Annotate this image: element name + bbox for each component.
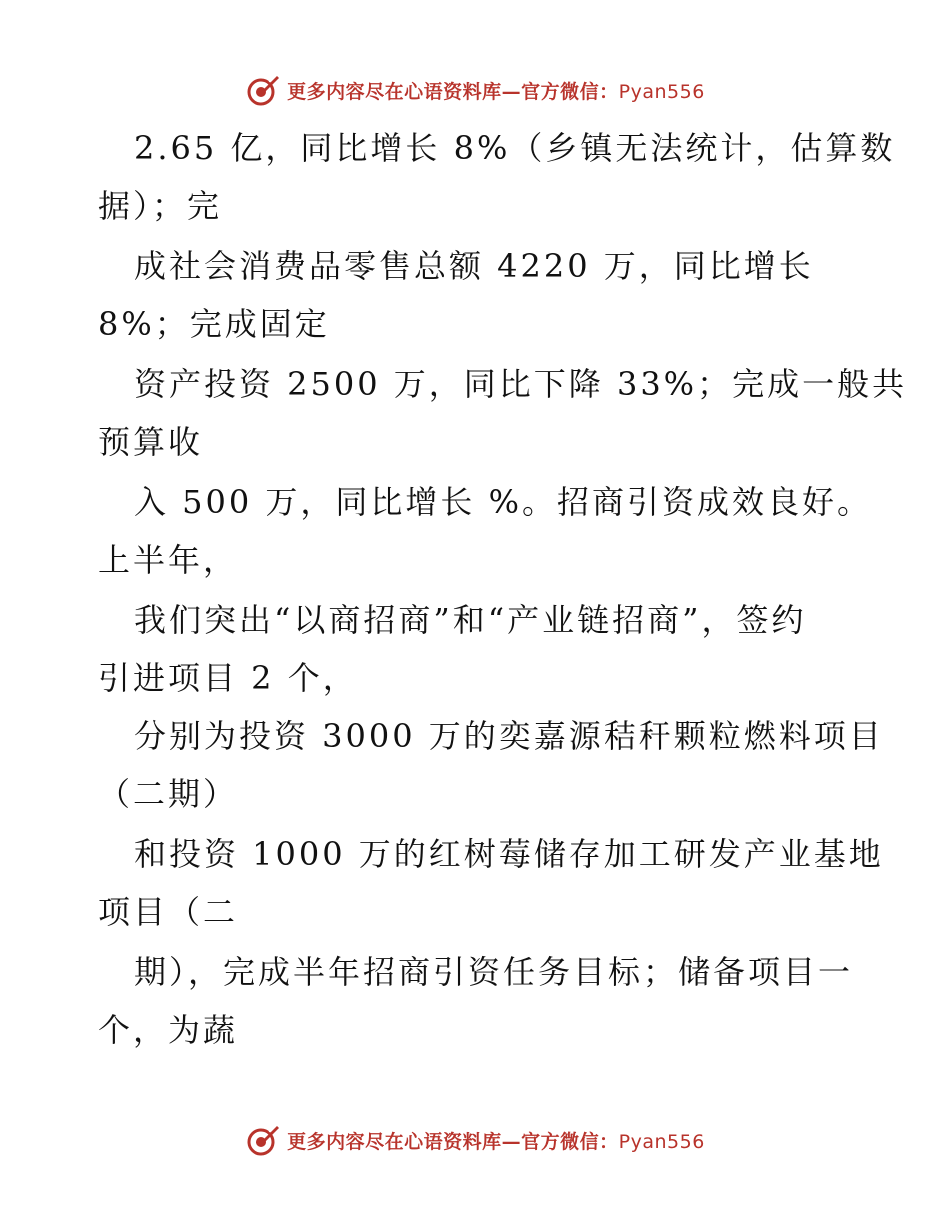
body-line: 和投资 1000 万的红树莓储存加工研发产业基地 <box>134 835 884 873</box>
body-line: 分别为投资 3000 万的奕嘉源秸秆颗粒燃料项目 <box>134 717 884 755</box>
body-line: 资产投资 2500 万，同比下降 33%；完成一般共 <box>134 365 908 403</box>
body-line: 项目（二 <box>98 893 239 931</box>
body-line: 我们突出“以商招商”和“产业链招商”，签约 <box>134 601 807 639</box>
body-line: 预算收 <box>98 423 204 461</box>
body-line: 据）；完 <box>98 187 223 225</box>
body-line: 8%；完成固定 <box>98 305 330 343</box>
quill-logo-icon <box>245 1122 281 1158</box>
body-line: 引进项目 2 个， <box>98 659 358 697</box>
body-line: 上半年， <box>98 541 239 579</box>
body-line: 成社会消费品零售总额 4220 万，同比增长 <box>134 247 814 285</box>
footer-banner-text: 更多内容尽在心语资料库—官方微信： <box>287 1130 619 1153</box>
body-line: （二期） <box>98 775 239 813</box>
header-banner-handle: Pyan556 <box>618 80 705 103</box>
body-line: 个，为蔬 <box>98 1011 239 1049</box>
body-line: 入 500 万，同比增长 %。招商引资成效良好。 <box>134 483 873 521</box>
footer-banner-handle: Pyan556 <box>618 1130 705 1153</box>
header-banner-text: 更多内容尽在心语资料库—官方微信： <box>287 80 619 103</box>
body-line: 2.65 亿，同比增长 8%（乡镇无法统计，估算数 <box>134 129 896 167</box>
footer-banner <box>0 1118 950 1162</box>
header-banner <box>0 68 950 112</box>
body-line: 期），完成半年招商引资任务目标；储备项目一 <box>134 953 854 991</box>
quill-logo-icon <box>245 72 281 108</box>
